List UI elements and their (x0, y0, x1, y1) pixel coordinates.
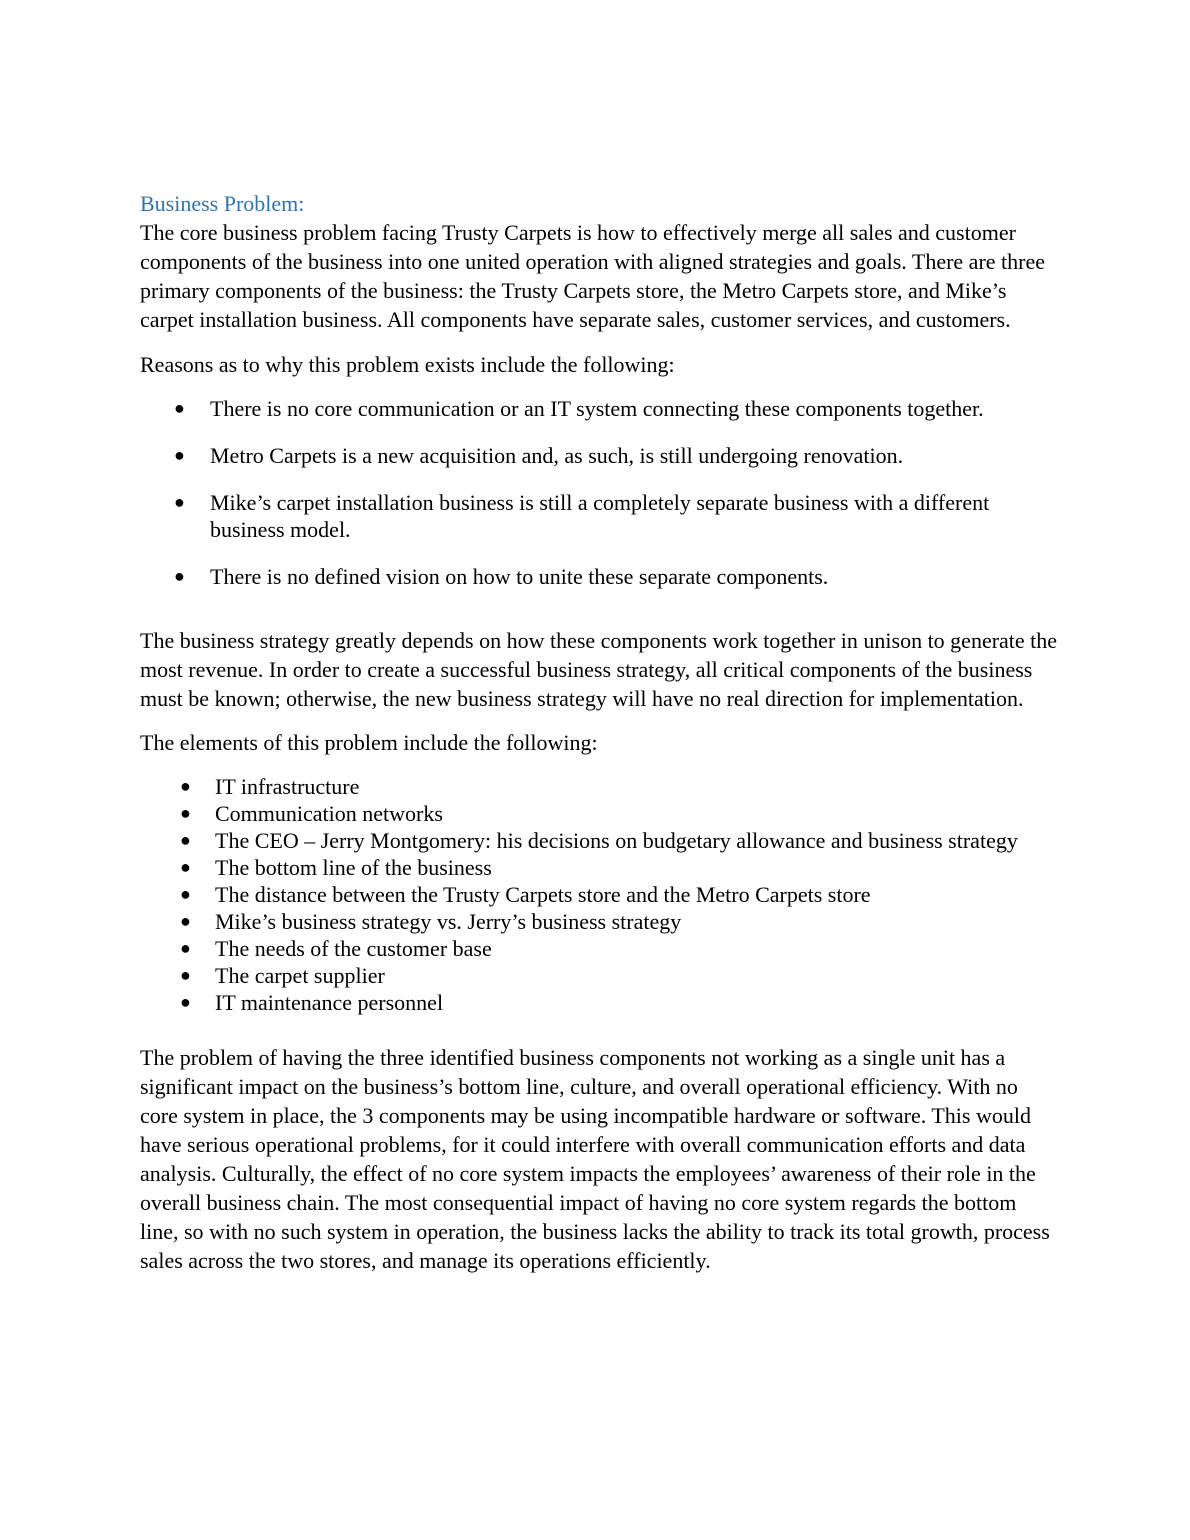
list-item (140, 563, 1060, 590)
list-item (140, 395, 1060, 422)
bullet-icon: ● (180, 965, 191, 985)
list-item (140, 442, 1060, 469)
list-item-text: There is no defined vision on how to unite these separate components. (210, 564, 829, 589)
bullet-icon: ● (174, 398, 185, 418)
bullet-icon: ● (180, 803, 191, 823)
bullet-icon: ● (180, 884, 191, 904)
bullet-icon: ● (180, 830, 191, 850)
reasons-lead-paragraph: Reasons as to why this problem exists include the following: (140, 352, 675, 377)
list-item-text: The distance between the Trusty Carpets store and the Metro Carpets store (215, 882, 871, 907)
list-item-text: Communication networks (215, 801, 443, 826)
elements-lead-paragraph: The elements of this problem include the following: (140, 730, 598, 755)
list-item-text: The needs of the customer base (215, 936, 492, 961)
list-item (140, 908, 1060, 935)
document-body (140, 190, 1060, 1275)
impact-paragraph: The problem of having the three identified business components not working as a single unit has a significant impact on the business’s bottom line, culture, and overall operational efficiency. With no core system in place, the 3 components may be using incompatible hardware or software. This would have serious operational problems, for it could interfere with overall communication efforts and data analysis. Culturally, the effect of no core system impacts the employees’ awareness of their role in the overall business chain. The most consequential impact of having no core system regards the bottom line, so with no such system in operation, the business lacks the ability to track its total growth, process sales across the two stores, and manage its operations efficiently. (140, 1045, 1050, 1273)
section-heading: Business Problem: (140, 191, 305, 216)
list-item (140, 800, 1060, 827)
list-item (140, 935, 1060, 962)
bullet-icon: ● (180, 776, 191, 796)
list-item-text: Mike’s business strategy vs. Jerry’s business strategy (215, 909, 682, 934)
list-item-text: Metro Carpets is a new acquisition and, as such, is still undergoing renovation. (210, 443, 904, 468)
list-item-text: IT maintenance personnel (215, 990, 444, 1015)
list-item-text: The bottom line of the business (215, 855, 492, 880)
bullet-icon: ● (180, 992, 191, 1012)
bullet-icon: ● (180, 938, 191, 958)
list-item (140, 989, 1060, 1016)
list-item (140, 827, 1060, 854)
bullet-icon: ● (174, 566, 185, 586)
list-item-text: The CEO – Jerry Montgomery: his decisions on budgetary allowance and business strategy (215, 828, 1018, 853)
list-item-text: The carpet supplier (215, 963, 385, 988)
list-item (140, 962, 1060, 989)
elements-list (140, 773, 1060, 1016)
list-item-text: Mike’s carpet installation business is still a completely separate business with a different business model. (210, 490, 990, 542)
bullet-icon: ● (174, 445, 185, 465)
list-item-text: IT infrastructure (215, 774, 360, 799)
list-item-text: There is no core communication or an IT system connecting these components together. (210, 396, 984, 421)
strategy-paragraph: The business strategy greatly depends on how these components work together in unison to generate the most revenue. In order to create a successful business strategy, all critical components of the business must be known; otherwise, the new business strategy will have no real direction for implementation. (140, 628, 1058, 711)
list-item (140, 881, 1060, 908)
bullet-icon: ● (180, 911, 191, 931)
list-item (140, 773, 1060, 800)
bullet-icon: ● (174, 492, 185, 512)
bullet-icon: ● (180, 857, 191, 877)
list-item (140, 854, 1060, 881)
reasons-list (140, 395, 1060, 590)
list-item (140, 489, 1060, 543)
intro-paragraph: The core business problem facing Trusty Carpets is how to effectively merge all sales and customer components of the business into one united operation with aligned strategies and goals. There are three primary components of the business: the Trusty Carpets store, the Metro Carpets store, and Mike’s carpet installation business. All components have separate sales, customer services, and customers. (140, 220, 1046, 332)
